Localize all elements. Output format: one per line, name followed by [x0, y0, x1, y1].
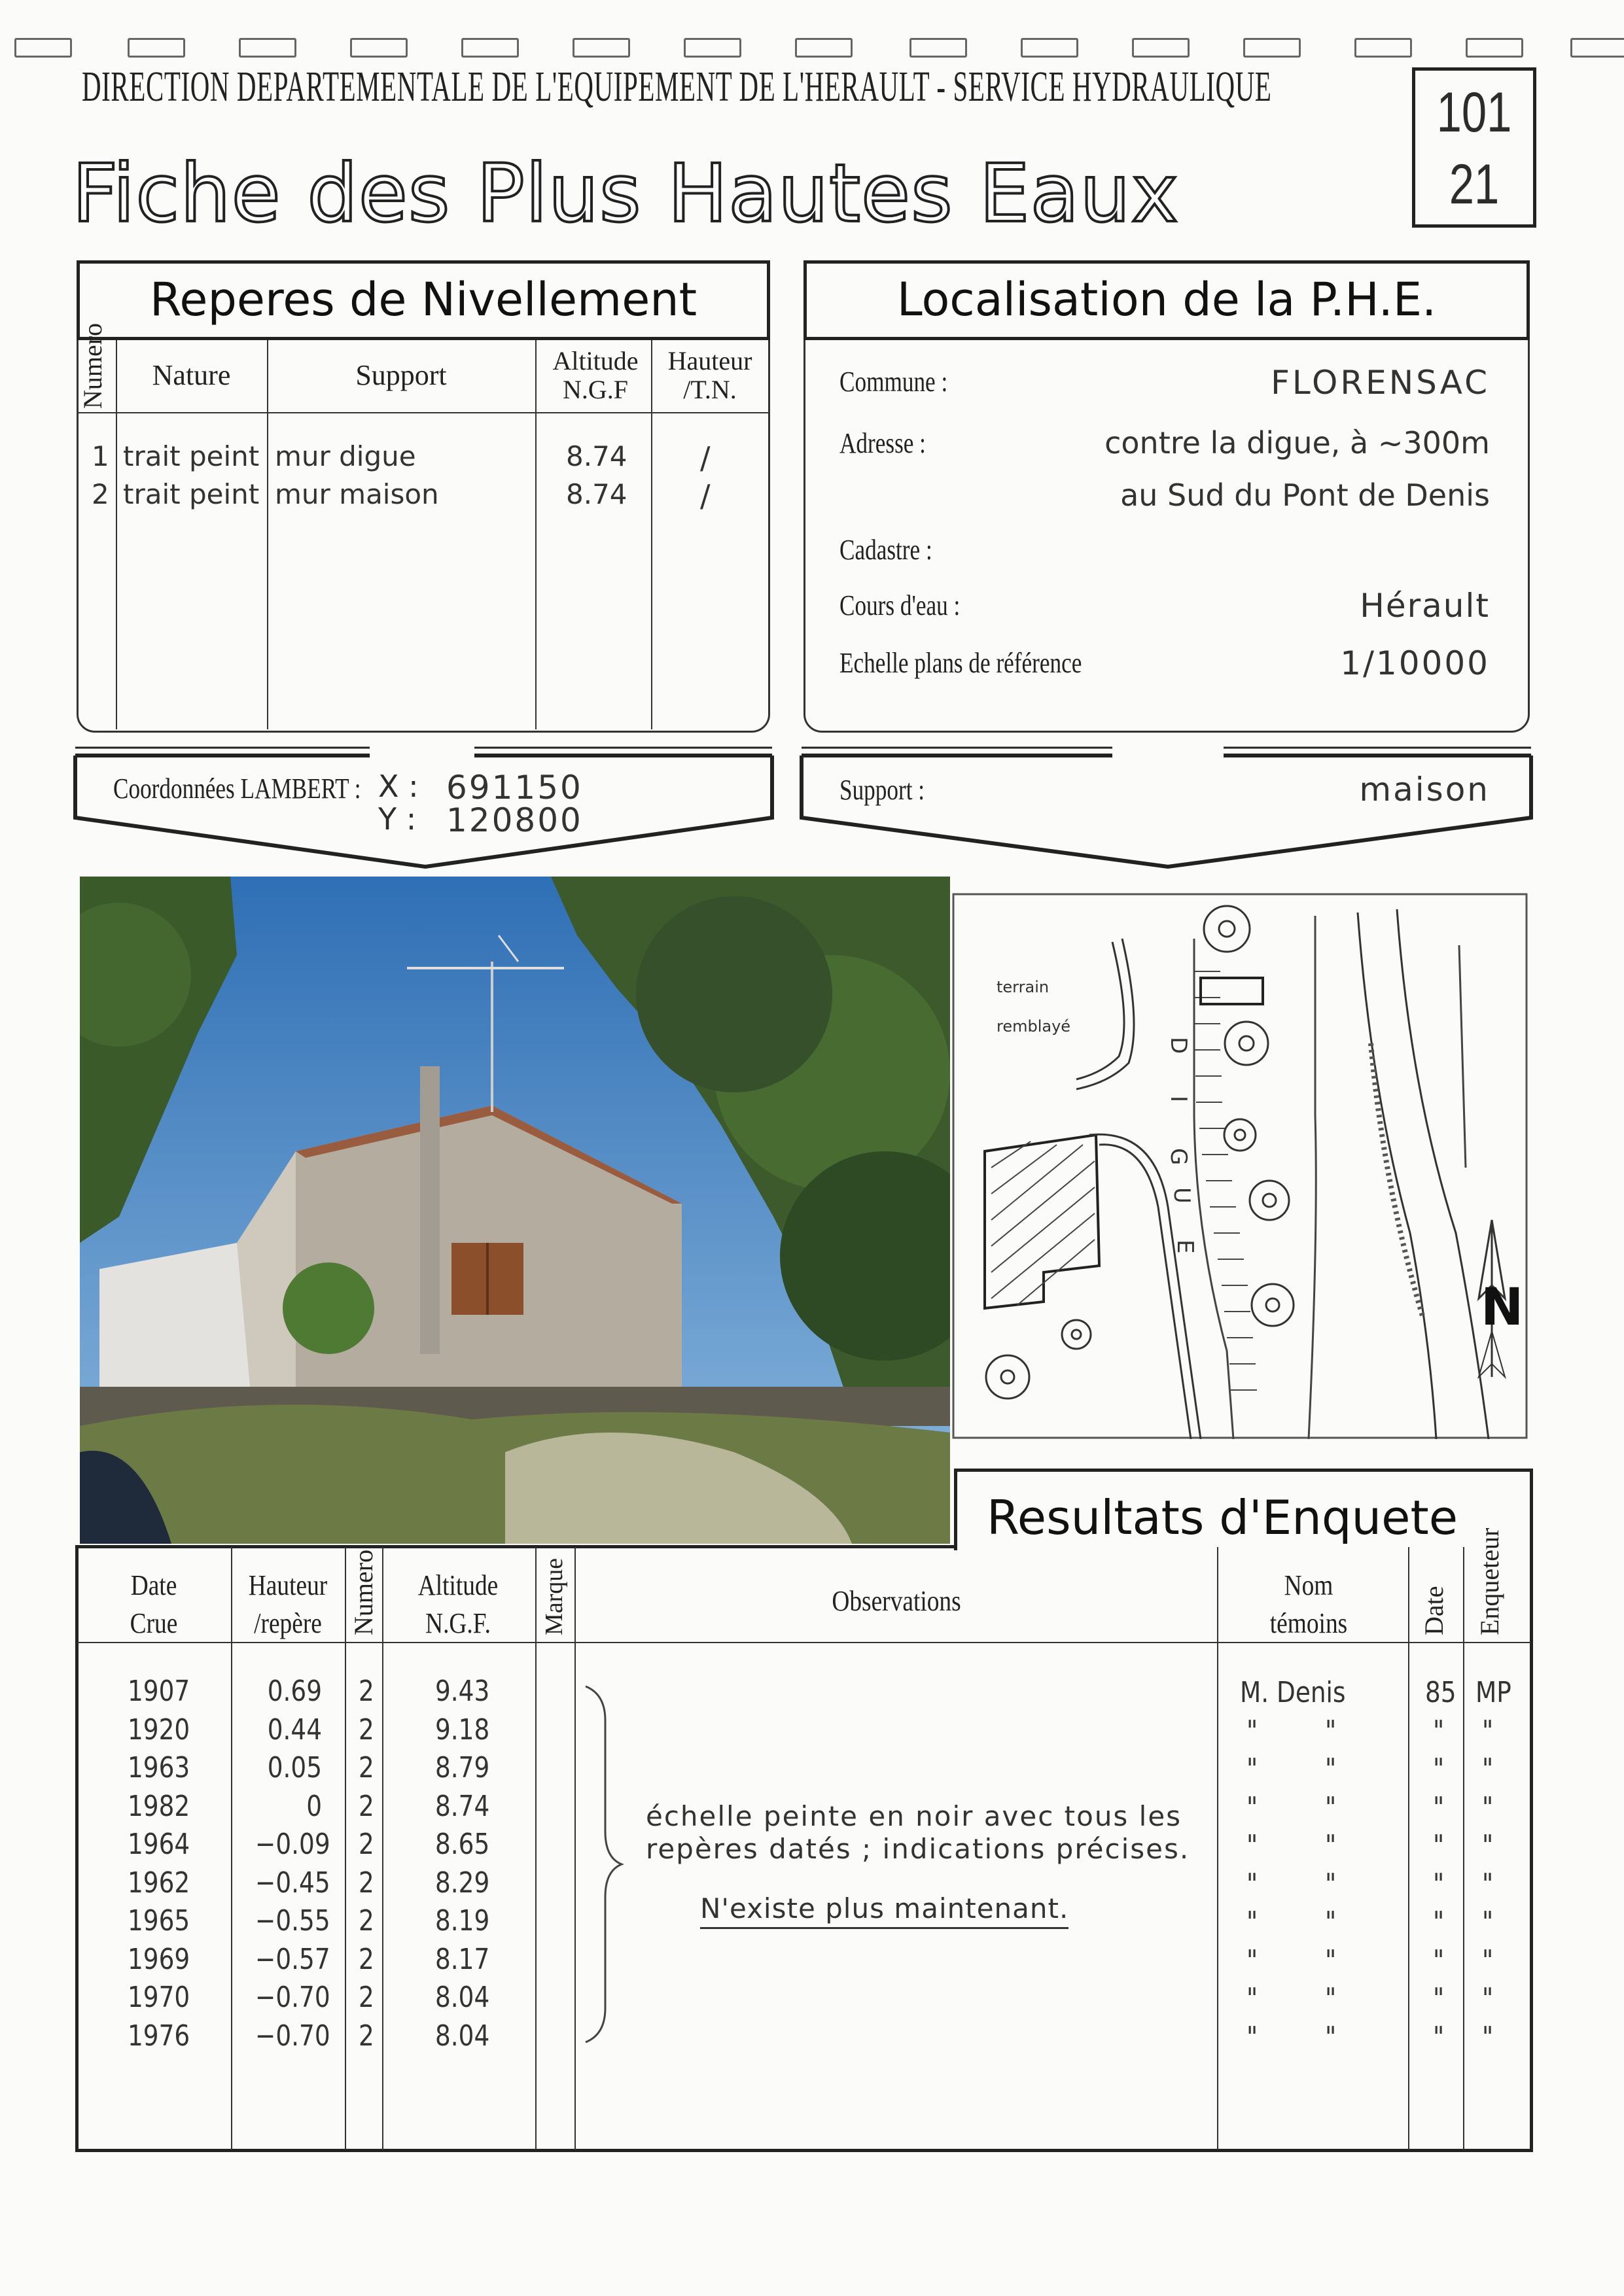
page-title: Fiche des Plus Hautes Eaux: [72, 147, 1179, 240]
enqueteur-ditto: ": [1482, 1714, 1494, 1748]
temoin-ditto: ": [1325, 1752, 1337, 1786]
reperes-row-2-altitude: 8.74: [566, 478, 627, 510]
date-ditto: ": [1433, 1982, 1445, 2015]
col-altitude-ngf: Altitude N.G.F.: [417, 1569, 499, 1639]
localisation-title: Localisation de la P.H.E.: [896, 273, 1437, 326]
adresse-line-2: au Sud du Pont de Denis: [1120, 478, 1490, 513]
result-row-9-numero: 2: [359, 1981, 374, 2014]
temoin-ditto: ": [1246, 1714, 1258, 1748]
site-photo: [80, 877, 950, 1544]
col-numero: Numero: [349, 1549, 378, 1635]
result-row-9-date: 1970: [128, 1981, 190, 2014]
temoin-ditto: ": [1325, 1714, 1337, 1748]
result-row-5-altitude: 8.65: [435, 1828, 490, 1861]
date-ditto: ": [1433, 1905, 1445, 1939]
reperes-row-2-hauteur: /: [700, 478, 711, 513]
reperes-col-support: Support: [355, 359, 447, 391]
observations-brace: [579, 1681, 631, 2047]
sheet-code-box: [1412, 67, 1536, 228]
coordonnees-y-value: 120800: [446, 801, 583, 839]
reperes-row-1-altitude: 8.74: [566, 440, 627, 472]
coordonnees-x-value: 691150: [446, 769, 583, 807]
temoin-ditto: ": [1246, 1752, 1258, 1786]
result-row-3-numero: 2: [359, 1751, 374, 1784]
enqueteur-ditto: ": [1482, 1905, 1494, 1939]
result-row-2-altitude: 9.18: [435, 1713, 490, 1747]
site-map: [952, 893, 1528, 1439]
result-row-10-altitude: 8.04: [435, 2019, 490, 2053]
reperes-row-1-hauteur: /: [700, 440, 711, 476]
temoin-ditto: ": [1246, 1982, 1258, 2015]
result-row-1-numero: 2: [359, 1675, 374, 1708]
cadastre-label: Cadastre :: [839, 534, 932, 566]
map-digue-letter-i: I: [1165, 1096, 1192, 1103]
reperes-row-2-support: mur maison: [275, 478, 439, 510]
reperes-col-numero: Numero: [78, 322, 107, 409]
support-label: Support :: [839, 774, 925, 806]
temoin-ditto: ": [1246, 1790, 1258, 1824]
result-row-2-numero: 2: [359, 1713, 374, 1747]
enqueteur-ditto: ": [1482, 1943, 1494, 1977]
reperes-row-1-numero: 1: [92, 440, 109, 472]
result-row-9-altitude: 8.04: [435, 1981, 490, 2014]
enqueteur-ditto: ": [1482, 1867, 1494, 1901]
result-row-10-hauteur: −0.70: [255, 2019, 330, 2053]
date-ditto: ": [1433, 2020, 1445, 2054]
date-ditto: ": [1433, 1867, 1445, 1901]
temoin-ditto: ": [1246, 1943, 1258, 1977]
enqueteur-ditto: ": [1482, 1790, 1494, 1824]
result-row-2-hauteur: 0.44: [267, 1713, 322, 1747]
result-row-1-date: 1907: [128, 1675, 190, 1708]
temoin-name: M. Denis: [1240, 1676, 1346, 1709]
result-row-1-hauteur: 0.69: [267, 1675, 322, 1708]
enqueteur-initials: MP: [1475, 1676, 1511, 1709]
reperes-row-1-support: mur digue: [275, 440, 416, 472]
support-value: maison: [1359, 771, 1490, 809]
map-digue-letter-e: E: [1172, 1240, 1198, 1254]
col-hauteur-repere: Hauteur /repère: [248, 1569, 328, 1639]
col-marque: Marque: [540, 1557, 568, 1635]
temoin-ditto: ": [1246, 1829, 1258, 1862]
result-row-3-altitude: 8.79: [435, 1751, 490, 1784]
enqueteur-ditto: ": [1482, 1982, 1494, 2015]
reperes-col-nature: Nature: [152, 359, 231, 391]
commune-label: Commune :: [839, 366, 948, 398]
result-row-10-numero: 2: [359, 2019, 374, 2053]
result-row-1-altitude: 9.43: [435, 1675, 490, 1708]
reperes-row-2-nature: trait peint: [123, 478, 260, 510]
temoin-ditto: ": [1325, 1867, 1337, 1901]
result-row-6-numero: 2: [359, 1866, 374, 1900]
result-row-4-altitude: 8.74: [435, 1789, 490, 1823]
reperes-title: Reperes de Nivellement: [149, 273, 697, 326]
col-nom-temoins: Nom témoins: [1269, 1569, 1348, 1639]
sheet-code-top: 101: [1436, 81, 1512, 144]
temoin-ditto: ": [1325, 1905, 1337, 1939]
col-enqueteur: Enqueteur: [1475, 1527, 1504, 1635]
temoin-ditto: ": [1325, 1982, 1337, 2015]
adresse-label: Adresse :: [839, 427, 926, 459]
date-ditto: ": [1433, 1752, 1445, 1786]
map-terrain-label-1: terrain: [997, 978, 1050, 996]
temoin-ditto: ": [1325, 1790, 1337, 1824]
col-date: Date: [1419, 1586, 1449, 1635]
observations-line-1: échelle peinte en noir avec tous les: [646, 1800, 1182, 1832]
result-row-4-date: 1982: [128, 1789, 190, 1823]
result-row-3-hauteur: 0.05: [267, 1751, 322, 1784]
result-row-8-numero: 2: [359, 1942, 374, 1976]
result-row-10-date: 1976: [128, 2019, 190, 2053]
cours-eau-label: Cours d'eau :: [839, 589, 961, 621]
reperes-row-2-numero: 2: [92, 478, 109, 510]
date-ditto: ": [1433, 1714, 1445, 1748]
reperes-col-altitude: Altitude N.G.F: [552, 346, 639, 404]
coordonnees-y-label: Y :: [378, 801, 417, 837]
temoin-ditto: ": [1246, 1867, 1258, 1901]
result-row-7-date: 1965: [128, 1904, 190, 1938]
reperes-title-box: [77, 260, 770, 340]
result-row-6-altitude: 8.29: [435, 1866, 490, 1900]
result-row-7-hauteur: −0.55: [255, 1904, 330, 1938]
observations-line-2: repères datés ; indications précises.: [646, 1833, 1190, 1865]
result-row-5-numero: 2: [359, 1828, 374, 1861]
result-row-5-hauteur: −0.09: [255, 1828, 330, 1861]
localisation-title-box: [803, 260, 1530, 340]
date-ditto: ": [1433, 1790, 1445, 1824]
reperes-col-hauteur: Hauteur /T.N.: [667, 346, 752, 404]
result-row-4-numero: 2: [359, 1789, 374, 1823]
result-row-9-hauteur: −0.70: [255, 1981, 330, 2014]
cours-eau-value: Hérault: [1360, 587, 1490, 625]
temoin-ditto: ": [1325, 2020, 1337, 2054]
coordonnees-x-label: X :: [378, 769, 419, 804]
result-row-7-numero: 2: [359, 1904, 374, 1938]
map-digue-letter-d: D: [1165, 1037, 1192, 1054]
reperes-row-1-nature: trait peint: [123, 440, 260, 472]
coordonnees-label: Coordonnées LAMBERT :: [113, 773, 361, 805]
result-row-3-date: 1963: [128, 1751, 190, 1784]
enqueteur-ditto: ": [1482, 1752, 1494, 1786]
result-row-4-hauteur: 0: [306, 1789, 322, 1823]
enqueteur-ditto: ": [1482, 2020, 1494, 2054]
echelle-value: 1/10000: [1340, 644, 1490, 682]
result-row-6-hauteur: −0.45: [255, 1866, 330, 1900]
resultats-title-box: [954, 1469, 1533, 1550]
enqueteur-ditto: ": [1482, 1829, 1494, 1862]
col-observations: Observations: [832, 1585, 961, 1617]
temoin-ditto: ": [1325, 1943, 1337, 1977]
result-row-8-date: 1969: [128, 1942, 190, 1976]
col-date-crue: Date Crue: [130, 1569, 178, 1639]
temoin-ditto: ": [1246, 1905, 1258, 1939]
map-terrain-label-2: remblayé: [997, 1017, 1071, 1035]
date-ditto: ": [1433, 1829, 1445, 1862]
echelle-label: Echelle plans de référence: [839, 647, 1082, 679]
map-digue-letter-g: G: [1165, 1148, 1192, 1166]
sheet-code-bottom: 21: [1449, 153, 1500, 216]
result-row-8-hauteur: −0.57: [255, 1942, 330, 1976]
department-header: DIRECTION DEPARTEMENTALE DE L'EQUIPEMENT DE L'HERAULT - SERVICE HYDRAULIQUE: [82, 63, 1272, 111]
map-digue-letter-u: U: [1169, 1187, 1195, 1204]
observations-note: N'existe plus maintenant.: [700, 1892, 1068, 1929]
result-row-6-date: 1962: [128, 1866, 190, 1900]
commune-value: FLORENSAC: [1271, 364, 1490, 402]
resultats-title: Resultats d'Enquete: [987, 1490, 1458, 1545]
adresse-line-1: contre la digue, à ~300m: [1104, 425, 1490, 461]
temoin-ditto: ": [1325, 1829, 1337, 1862]
date-ditto: ": [1433, 1943, 1445, 1977]
enquete-date: 85: [1425, 1676, 1456, 1709]
result-row-8-altitude: 8.17: [435, 1942, 490, 1976]
result-row-2-date: 1920: [128, 1713, 190, 1747]
result-row-5-date: 1964: [128, 1828, 190, 1861]
map-north-label: N: [1481, 1278, 1524, 1337]
temoin-ditto: ": [1246, 2020, 1258, 2054]
result-row-7-altitude: 8.19: [435, 1904, 490, 1938]
